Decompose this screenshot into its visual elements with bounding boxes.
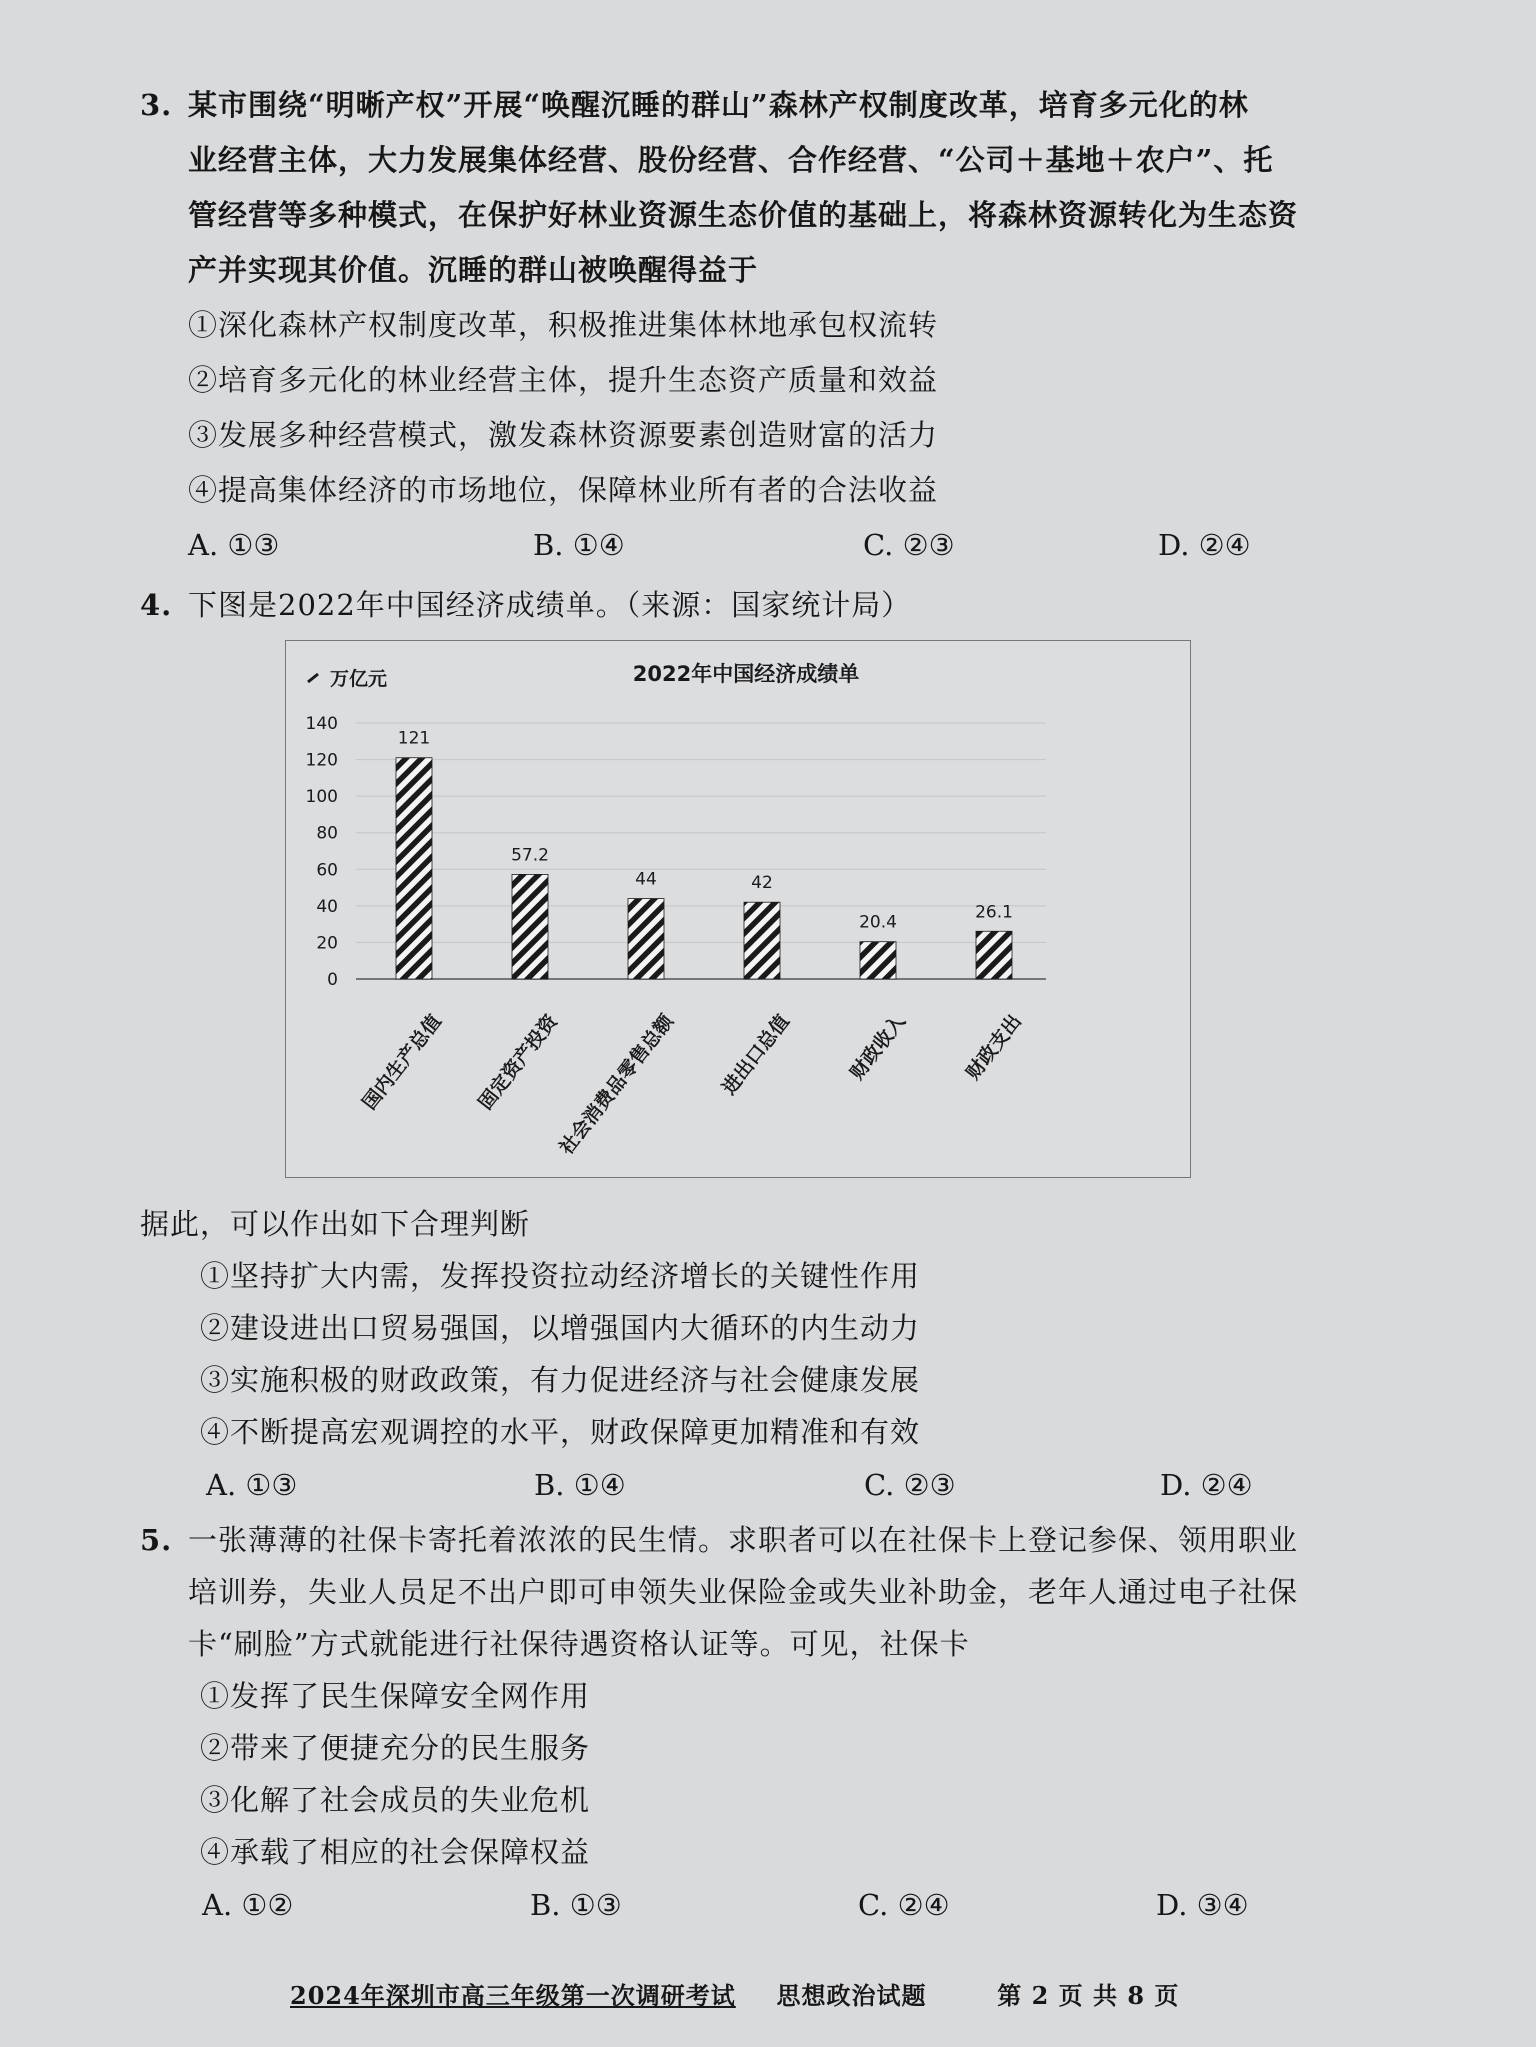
y-tick-label: 100 — [305, 787, 338, 808]
bar-chart — [286, 641, 1190, 1177]
data-label: 121 — [397, 728, 431, 749]
option-2: ②建设进出口贸易强国，以增强国内大循环的内生动力 — [200, 1311, 921, 1345]
page-footer — [290, 1976, 1290, 2011]
data-label: 26.1 — [975, 902, 1013, 923]
data-label: 20.4 — [859, 912, 897, 933]
y-tick-label: 0 — [327, 970, 338, 990]
bar — [628, 899, 664, 979]
subject-name: 思想政治试题 — [776, 1981, 927, 2010]
x-tick-label: 财政收入 — [845, 1010, 910, 1084]
option-3: ③化解了社会成员的失业危机 — [200, 1783, 591, 1817]
question-stem-line: 业经营主体，大力发展集体经营、股份经营、合作经营、“公司＋基地＋农户”、托 — [188, 143, 1274, 177]
x-tick-label: 国内生产总值 — [358, 1010, 446, 1114]
choice-a[interactable]: A. ①② — [202, 1888, 294, 1922]
option-2: ②培育多元化的林业经营主体，提升生态资产质量和效益 — [188, 363, 939, 397]
option-1: ①坚持扩大内需，发挥投资拉动经济增长的关键性作用 — [200, 1259, 921, 1293]
question-stem-line: 一张薄薄的社保卡寄托着浓浓的民生情。求职者可以在社保卡上登记参保、领用职业 — [188, 1523, 1299, 1557]
answer-choices — [206, 1458, 1370, 1513]
question-number: 3. — [140, 88, 173, 122]
y-tick-label: 80 — [316, 823, 338, 844]
bar — [976, 931, 1012, 979]
x-tick-label: 固定资产投资 — [474, 1010, 562, 1114]
bar — [744, 902, 780, 979]
option-3: ③发展多种经营模式，激发森林资源要素创造财富的活力 — [188, 418, 939, 452]
question-3 — [140, 78, 1370, 573]
choice-b[interactable]: B. ①③ — [530, 1888, 622, 1922]
data-label: 57.2 — [511, 845, 549, 866]
question-stem-line: 管经营等多种模式，在保护好林业资源生态价值的基础上，将森林资源转化为生态资 — [188, 198, 1299, 232]
page-number: 第 2 页 共 8 页 — [997, 1981, 1180, 2010]
question-5 — [140, 1514, 1370, 1933]
data-label: 44 — [635, 869, 657, 890]
question-4 — [140, 578, 1370, 633]
answer-choices — [188, 518, 1370, 573]
option-4: ④承载了相应的社会保障权益 — [200, 1835, 591, 1869]
choice-c[interactable]: C. ②④ — [858, 1888, 950, 1922]
bar — [512, 874, 548, 979]
question-number: 5. — [140, 1523, 173, 1557]
option-4: ④不断提高宏观调控的水平，财政保障更加精准和有效 — [200, 1415, 921, 1449]
y-axis-unit-mark — [308, 674, 318, 682]
data-label: 42 — [751, 873, 773, 894]
choice-b[interactable]: B. ①④ — [534, 1468, 626, 1502]
question-4-judgements — [140, 1198, 1370, 1513]
economic-chart — [285, 640, 1191, 1178]
option-4: ④提高集体经济的市场地位，保障林业所有者的合法收益 — [188, 473, 939, 507]
choice-a[interactable]: A. ①③ — [188, 528, 280, 562]
y-axis-unit: 万亿元 — [330, 668, 388, 690]
bar — [860, 942, 896, 979]
choice-b[interactable]: B. ①④ — [533, 528, 625, 562]
choice-d[interactable]: D. ②④ — [1158, 528, 1251, 562]
y-tick-label: 140 — [305, 714, 338, 734]
choice-d[interactable]: D. ③④ — [1156, 1888, 1249, 1922]
question-stem-line: 培训券，失业人员足不出户即可申领失业保险金或失业补助金，老年人通过电子社保 — [188, 1575, 1299, 1609]
choice-a[interactable]: A. ①③ — [206, 1468, 298, 1502]
question-stem-line: 某市围绕“明晰产权”开展“唤醒沉睡的群山”森林产权制度改革，培育多元化的林 — [188, 88, 1249, 122]
choice-c[interactable]: C. ②③ — [863, 528, 955, 562]
chart-title: 2022年中国经济成绩单 — [632, 662, 860, 686]
y-tick-label: 60 — [316, 860, 338, 881]
x-tick-label: 进出口总值 — [718, 1010, 794, 1099]
x-tick-label: 社会消费品零售总额 — [555, 1010, 678, 1159]
option-1: ①发挥了民生保障安全网作用 — [200, 1679, 591, 1713]
question-prompt: 据此，可以作出如下合理判断 — [140, 1207, 531, 1241]
answer-choices — [202, 1878, 1370, 1933]
question-stem-line: 产并实现其价值。沉睡的群山被唤醒得益于 — [188, 253, 759, 287]
y-tick-label: 20 — [316, 933, 338, 954]
option-1: ①深化森林产权制度改革，积极推进集体林地承包权流转 — [188, 308, 939, 342]
choice-d[interactable]: D. ②④ — [1160, 1468, 1253, 1502]
option-3: ③实施积极的财政政策，有力促进经济与社会健康发展 — [200, 1363, 921, 1397]
option-2: ②带来了便捷充分的民生服务 — [200, 1731, 591, 1765]
choice-c[interactable]: C. ②③ — [864, 1468, 956, 1502]
question-number: 4. — [140, 588, 173, 622]
bar — [396, 758, 432, 979]
question-stem: 下图是2022年中国经济成绩单。（来源：国家统计局） — [188, 588, 912, 622]
question-stem-line: 卡“刷脸”方式就能进行社保待遇资格认证等。可见，社保卡 — [188, 1627, 970, 1661]
x-tick-label: 财政支出 — [961, 1010, 1026, 1084]
y-tick-label: 40 — [316, 896, 338, 917]
exam-name: 2024年深圳市高三年级第一次调研考试 — [290, 1981, 736, 2010]
y-tick-label: 120 — [305, 750, 338, 771]
